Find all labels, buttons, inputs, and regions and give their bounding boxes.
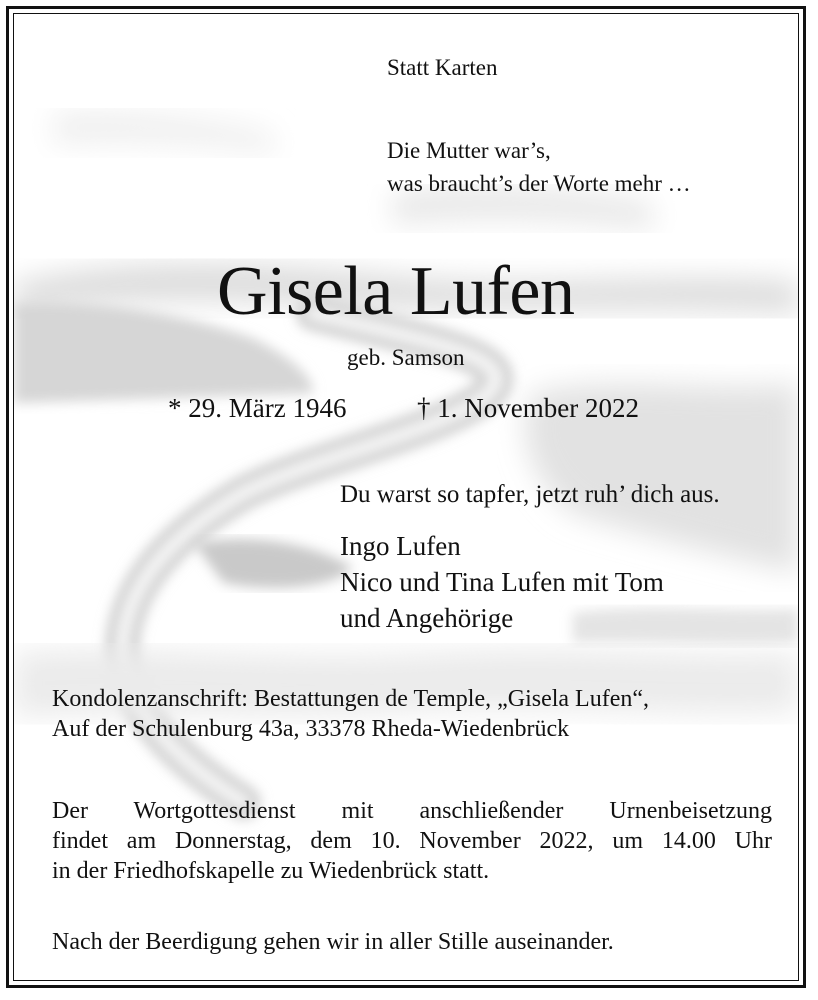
birth-date: * 29. März 1946 — [168, 393, 347, 423]
death-date: † 1. November 2022 — [417, 393, 639, 423]
quote-line: Die Mutter war’s, — [387, 138, 551, 163]
family-member: Nico und Tina Lufen mit Tom — [340, 567, 664, 597]
motto: Du warst so tapfer, jetzt ruh’ dich aus. — [340, 481, 720, 508]
service-line: in der Friedhofskapelle zu Wiedenbrück statt. — [52, 858, 490, 884]
header-statt-karten: Statt Karten — [387, 55, 498, 80]
condolence-address — [52, 684, 772, 744]
quote-line: was braucht’s der Worte mehr … — [387, 171, 691, 196]
notice-inner-border — [13, 13, 799, 981]
closing-line: Nach der Beerdigung gehen wir in aller Stille auseinander. — [52, 929, 614, 955]
notice-border — [6, 6, 806, 988]
service-info — [52, 796, 772, 886]
condolence-line: Auf der Schulenburg 43a, 33378 Rheda-Wiedenbrück — [52, 716, 570, 742]
family-list — [340, 528, 664, 636]
service-line: findet am Donnerstag, dem 10. November 2022, um 14.00 Uhr — [52, 828, 772, 854]
deceased-name: Gisela Lufen — [217, 253, 575, 330]
family-member: Ingo Lufen — [340, 531, 461, 561]
maiden-name: geb. Samson — [347, 345, 465, 370]
service-line: Der Wortgottesdienst mit anschließender Urnenbeisetzung — [52, 798, 772, 824]
condolence-line: Kondolenzanschrift: Bestattungen de Temple, „Gisela Lufen“, — [52, 686, 650, 712]
quote — [387, 134, 691, 200]
family-member: und Angehörige — [340, 603, 514, 633]
